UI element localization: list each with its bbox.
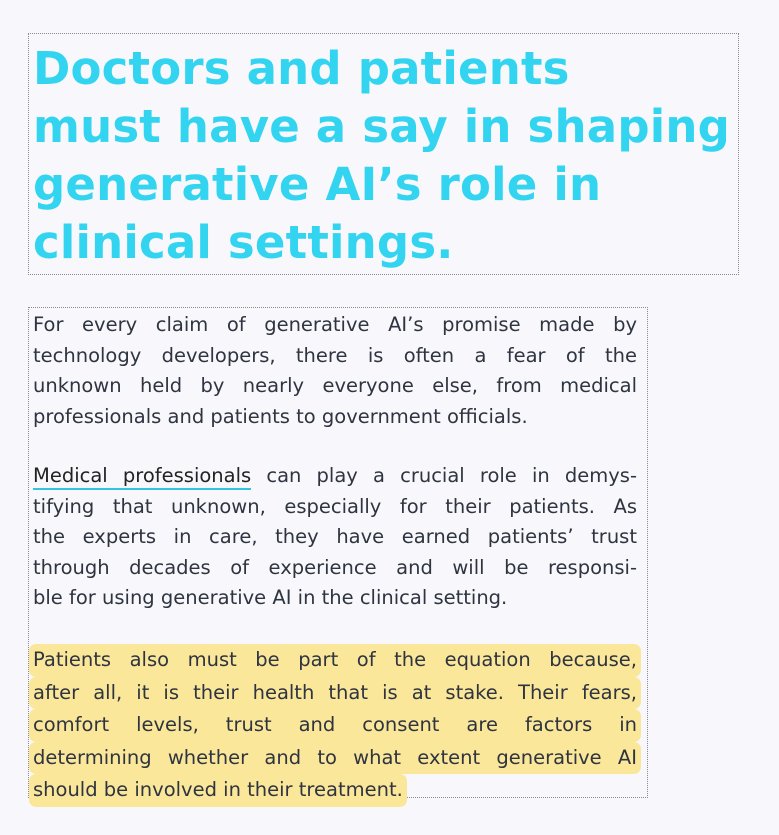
paragraph-patients-highlighted [33, 644, 637, 807]
page-heading [33, 40, 753, 272]
article-body [28, 307, 648, 801]
paragraph-line: ble for using generative AI in the clinical setting. [33, 586, 508, 609]
paragraph-line: the experts in care, they have earned patients’ trust [33, 525, 637, 548]
paragraph-line: technology developers, there is often a fear of the [33, 343, 637, 367]
heading-line: generative AI’s role in [33, 158, 602, 211]
highlighted-line [33, 774, 637, 807]
highlight-mark: Patients also must be part of the equation because, [29, 644, 641, 677]
paragraph-line [33, 461, 637, 492]
highlighted-line [33, 742, 637, 775]
highlighted-line [33, 677, 637, 710]
heading-line: clinical settings. [33, 216, 454, 269]
paragraph-line: For every claim of generative AI’s promise made by [33, 313, 637, 336]
heading-line: Doctors and patients [33, 42, 570, 95]
highlighted-line [33, 644, 637, 677]
paragraph-line: professionals and patients to government officials. [33, 404, 528, 428]
highlight-mark: comfort levels, trust and consent are factors in [29, 709, 641, 742]
paragraph-medical-professionals [33, 461, 637, 614]
highlighted-line [33, 709, 637, 742]
heading-line: must have a say in shaping [33, 100, 731, 153]
highlight-mark: determining whether and to what extent generative AI [29, 742, 641, 775]
paragraph-line: through decades of experience and will be responsi- [33, 555, 637, 579]
highlight-mark: after all, it is their health that is at stake. Their fears, [29, 677, 641, 710]
paragraph-line: tifying that unknown, especially for their patients. As [33, 494, 637, 518]
medical-professionals-link[interactable]: Medical professionals [33, 464, 251, 490]
paragraph-intro [33, 310, 637, 432]
highlight-mark: should be involved in their treatment. [29, 774, 407, 807]
paragraph-line: unknown held by nearly everyone else, from medical [33, 374, 637, 397]
heading-container [28, 33, 739, 275]
paragraph-line-text: can play a crucial role in demys- [251, 464, 638, 487]
